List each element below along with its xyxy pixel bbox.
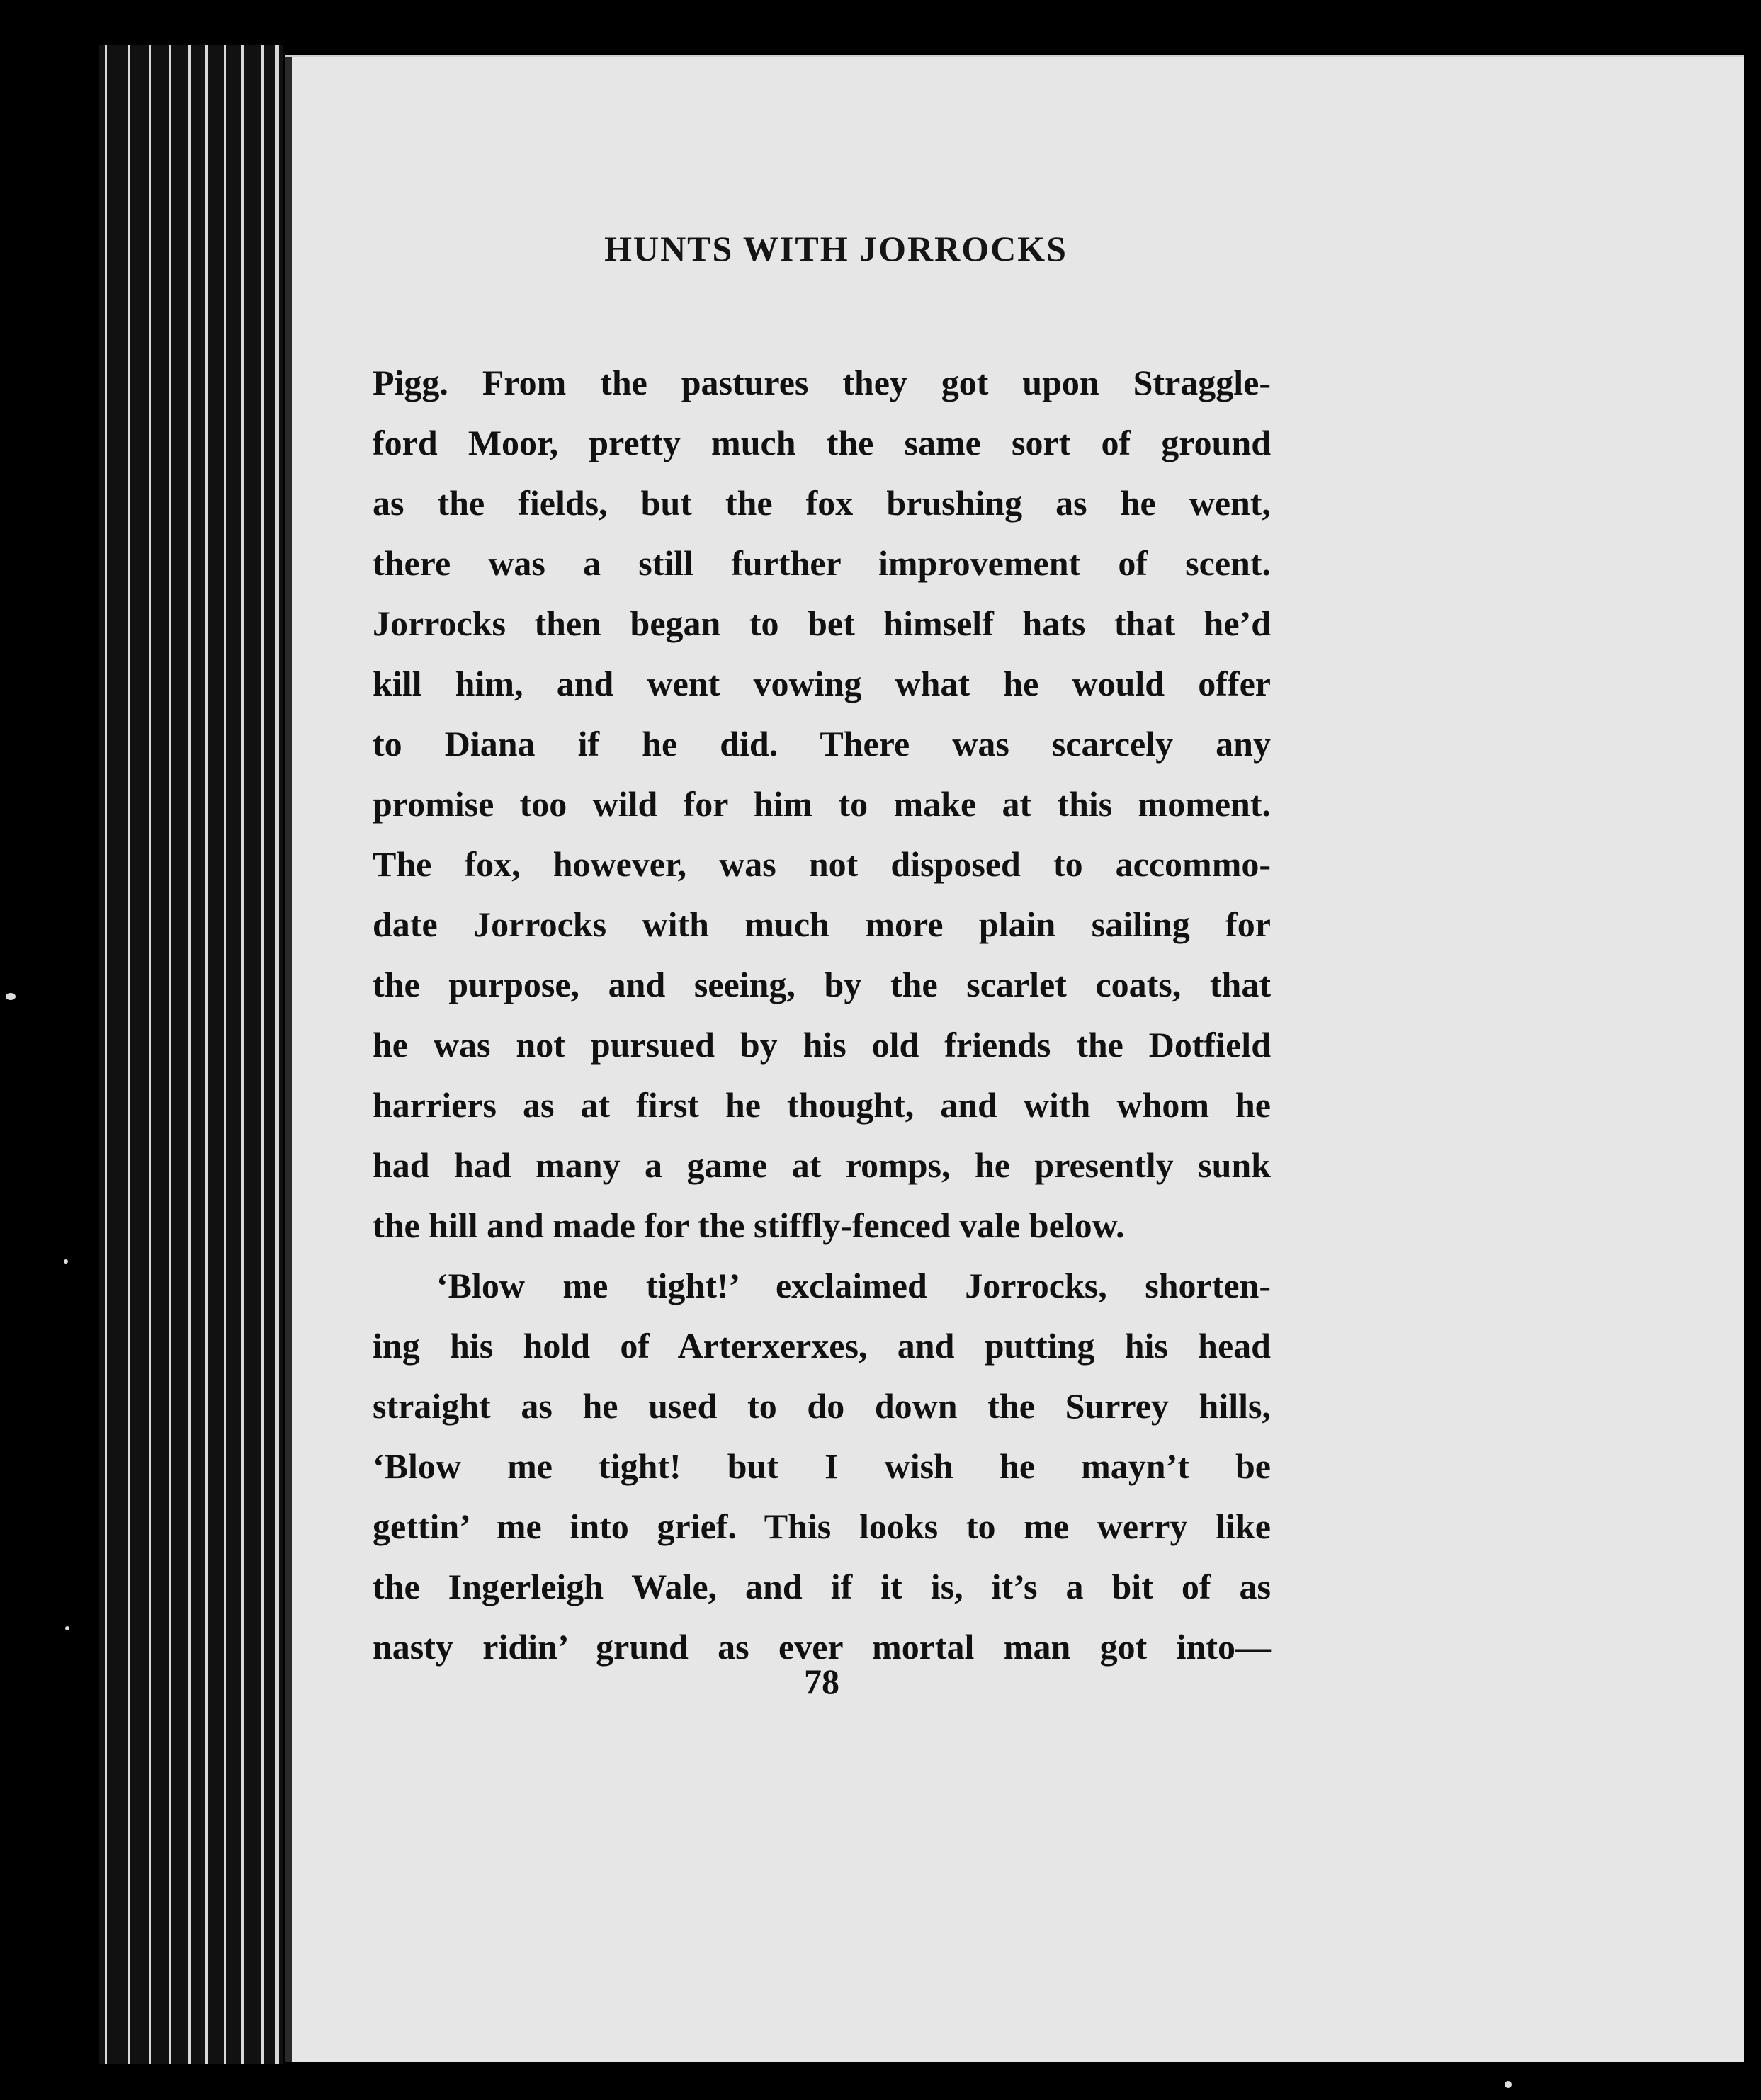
page-edge-line <box>128 45 130 2064</box>
text-line: ing his hold of Arterxerxes, and putting his head <box>373 1326 1271 1366</box>
text-line: date Jorrocks with much more plain sailing for <box>373 904 1271 944</box>
text-line: kill him, and went vowing what he would offer <box>373 664 1271 703</box>
page-edge-line <box>149 45 151 2064</box>
book-page-edges <box>99 45 283 2064</box>
text-line: the Ingerleigh Wale, and if it is, it’s a bit of as <box>373 1567 1271 1606</box>
page-edge-line <box>224 45 226 2064</box>
text-line: had had many a game at romps, he presently sunk <box>373 1145 1271 1185</box>
text-line: the hill and made for the stiffly-fenced vale below. <box>373 1205 1125 1245</box>
text-line: gettin’ me into grief. This looks to me werry like <box>373 1506 1271 1546</box>
text-line: as the fields, but the fox brushing as he went, <box>373 483 1271 523</box>
page-edge-line <box>105 45 107 2064</box>
text-line: The fox, however, was not disposed to accommo- <box>373 844 1271 884</box>
text-line: promise too wild for him to make at this moment. <box>373 784 1271 824</box>
page-edge-line <box>188 45 191 2064</box>
body-text <box>373 353 1271 1677</box>
page-edge-line <box>261 45 264 2064</box>
scan-speck <box>1505 2081 1512 2088</box>
running-head <box>0 228 1761 269</box>
page-edge-line <box>241 45 244 2064</box>
scan-speck <box>6 993 16 1000</box>
text-line: the purpose, and seeing, by the scarlet coats, that <box>373 965 1271 1004</box>
text-line: ‘Blow me tight! but I wish he mayn’t be <box>373 1446 1271 1486</box>
text-line: harriers as at first he thought, and with whom he <box>373 1085 1271 1125</box>
text-line: to Diana if he did. There was scarcely any <box>373 724 1271 764</box>
text-line: Jorrocks then began to bet himself hats that he’d <box>373 603 1271 643</box>
text-line: nasty ridin’ grund as ever mortal man got into— <box>373 1627 1271 1667</box>
text-line: there was a still further improvement of scent. <box>373 543 1271 583</box>
gutter-shadow <box>285 57 292 2062</box>
page-edge-line <box>275 45 279 2064</box>
scan-speck <box>65 1626 69 1630</box>
running-head-text: HUNTS WITH JORROCKS <box>604 229 1068 268</box>
text-line: ford Moor, pretty much the same sort of ground <box>373 423 1271 462</box>
page-number: 78 <box>804 1662 839 1701</box>
text-line: ‘Blow me tight!’ exclaimed Jorrocks, shorten- <box>436 1266 1271 1305</box>
scan-speck <box>64 1259 68 1264</box>
text-line: straight as he used to do down the Surrey hills, <box>373 1386 1271 1426</box>
page-edge-line <box>169 45 171 2064</box>
text-line: he was not pursued by his old friends the Dotfield <box>373 1025 1271 1065</box>
text-line: Pigg. From the pastures they got upon Straggle- <box>373 363 1271 402</box>
page-edge-line <box>205 45 208 2064</box>
